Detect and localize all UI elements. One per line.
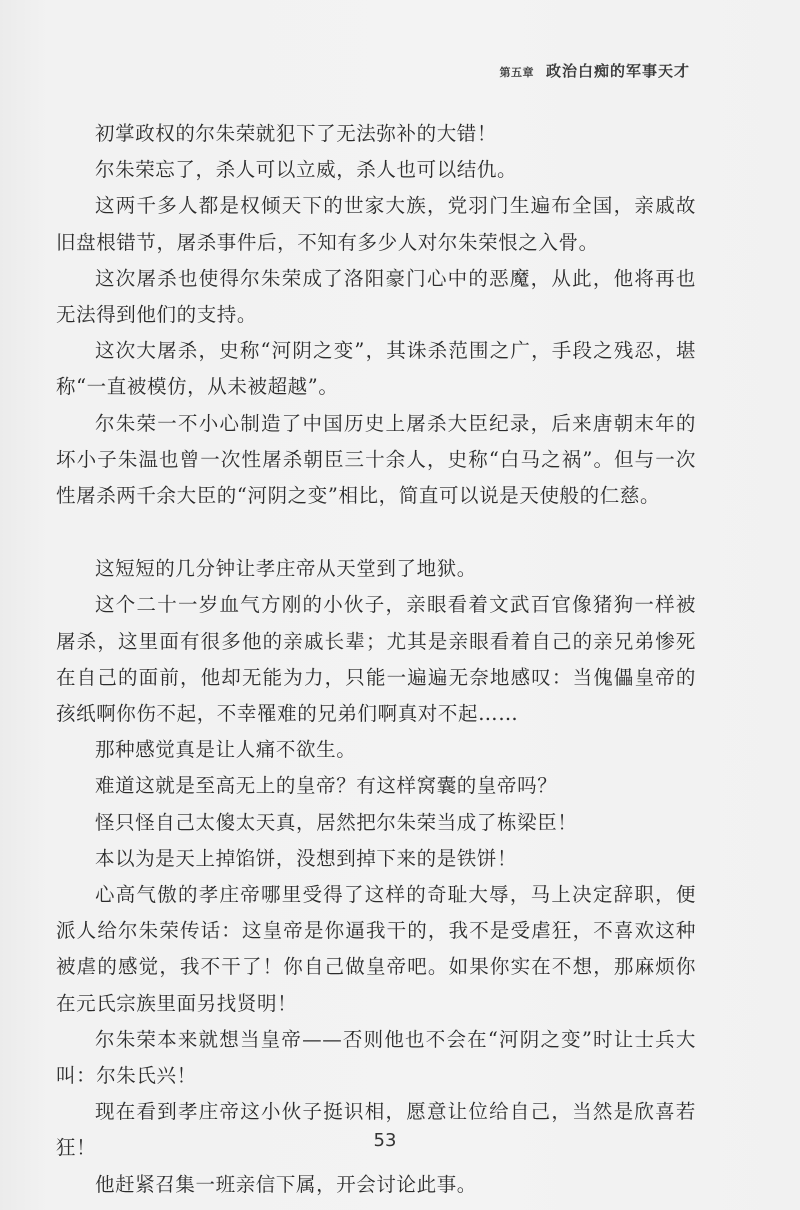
paragraph: 难道这就是至高无上的皇帝？有这样窝囊的皇帝吗？ xyxy=(95,774,558,798)
paragraph: 尔朱荣本来就想当皇帝——否则他也不会在“河阴之变”时让士兵大叫：尔朱氏兴！ xyxy=(56,1027,696,1088)
paragraph: 这次屠杀也使得尔朱荣成了洛阳豪门心中的恶魔，从此，他将再也无法得到他们的支持。 xyxy=(56,266,696,327)
paragraph: 初掌政权的尔朱荣就犯下了无法弥补的大错！ xyxy=(95,122,498,145)
paragraph: 这短短的几分钟让孝庄帝从天堂到了地狱。 xyxy=(95,557,477,581)
chapter-label: 第五章 xyxy=(499,66,534,79)
paragraph: 本以为是天上掉馅饼，没想到掉下来的是铁饼！ xyxy=(95,846,518,870)
paragraph: 这个二十一岁血气方刚的小伙子，亲眼看着文武百官像猪狗一样被屠杀，这里面有很多他的亲戚长辈；尤其是亲眼看着自己的亲兄弟惨死在自己的面前，他却无能为力，只能一遍遍无奈地感叹：当傀儡皇帝的孩纸啊你伤不起，不幸罹难的兄弟们啊真对不起…… xyxy=(56,593,696,726)
section-break xyxy=(56,514,696,551)
paragraph: 那种感觉真是让人痛不欲生。 xyxy=(95,738,357,762)
paragraph: 尔朱荣一不小心制造了中国历史上屠杀大臣纪录，后来唐朝末年的坏小子朱温也曾一次性屠杀朝臣三十余人，史称“白马之祸”。但与一次性屠杀两千余大臣的“河阴之变”相比，简直可以说是天使般的仁慈。 xyxy=(56,411,696,508)
chapter-title: 政治白痴的军事天才 xyxy=(545,62,690,80)
paragraph: 心高气傲的孝庄帝哪里受得了这样的奇耻大辱，马上决定辞职，便派人给尔朱荣传话：这皇帝是你逼我干的，我不是受虐狂，不喜欢这种被虐的感觉，我不干了！你自己做皇帝吧。如果你实在不想，那麻烦你在元氏宗族里面另找贤明！ xyxy=(56,883,696,1015)
paragraph: 怪只怪自己太傻太天真，居然把尔朱荣当成了栋梁臣！ xyxy=(95,810,578,834)
paragraph: 这两千多人都是权倾天下的世家大族，党羽门生遍布全国，亲戚故旧盘根错节，屠杀事件后，不知有多少人对尔朱荣恨之入骨。 xyxy=(56,194,696,254)
paragraph: 现在看到孝庄帝这小伙子挺识相，愿意让位给自己，当然是欣喜若狂！ xyxy=(56,1100,696,1160)
body-text xyxy=(56,116,696,1203)
paragraph: 尔朱荣忘了，杀人可以立威，杀人也可以结仇。 xyxy=(95,158,518,182)
page-number: 53 xyxy=(373,1130,397,1151)
paragraph: 这次大屠杀，史称“河阴之变”，其诛杀范围之广，手段之残忍，堪称“一直被模仿，从未被超越”。 xyxy=(56,339,696,399)
running-header xyxy=(499,60,690,81)
paragraph: 他赶紧召集一班亲信下属，开会讨论此事。 xyxy=(95,1172,477,1196)
